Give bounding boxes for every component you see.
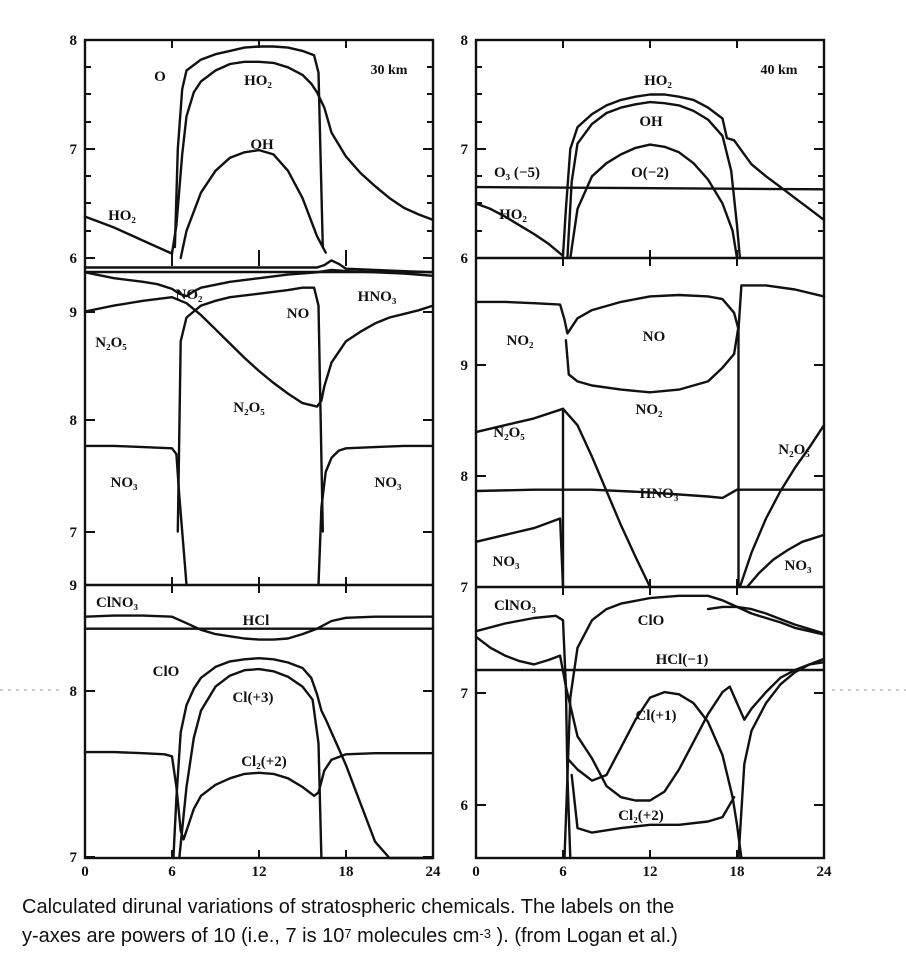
y-tick-label: 6 xyxy=(460,251,468,267)
curve-label-ho2: HO₂ xyxy=(644,73,672,89)
panel-clx-30km xyxy=(70,585,442,880)
caption-sup-1: 7 xyxy=(344,926,352,941)
series-clo xyxy=(565,596,825,858)
curve-label-clo: ClO xyxy=(152,664,180,680)
x-tick-label: 18 xyxy=(729,864,745,880)
curve-label-n2o5-b: N₂O₅ xyxy=(778,442,810,458)
caption-line-2c: ). (from Logan et al.) xyxy=(490,925,678,947)
curve-label-ho2: HO₂ xyxy=(244,73,272,89)
caption-line-1: Calculated dirunal variations of stratospheric chemicals. The labels on the xyxy=(22,896,675,918)
curve-label-oh: OH xyxy=(639,114,663,130)
y-tick-label: 9 xyxy=(460,358,468,374)
series-o-2- xyxy=(570,145,737,258)
curve-label-no3-b: NO₃ xyxy=(374,475,402,491)
curve-label-o3: O₃ (−5) xyxy=(494,165,540,181)
series-cl-1-evening xyxy=(739,659,825,858)
curve-label-n2o5: N₂O₅ xyxy=(95,335,127,351)
panel-hox-30km xyxy=(70,33,434,267)
x-tick-label: 6 xyxy=(168,864,176,880)
curve-label-clo: ClO xyxy=(637,613,665,629)
x-tick-label: 24 xyxy=(425,864,441,880)
curve-label-no: NO xyxy=(642,329,666,345)
panel-nox-30km xyxy=(70,258,434,594)
x-tick-label: 18 xyxy=(338,864,354,880)
y-tick-label: 7 xyxy=(69,142,77,158)
curve-label-cl: Cl(+1) xyxy=(635,708,677,724)
left-column-frame xyxy=(85,40,433,858)
y-tick-label: 8 xyxy=(69,413,77,429)
y-tick-label: 8 xyxy=(460,469,468,485)
curve-label-cl2: Cl₂(+2) xyxy=(241,754,287,770)
curve-label-hno3: HNO₃ xyxy=(357,289,397,305)
series-no3-evening xyxy=(319,446,434,585)
y-tick-label: 7 xyxy=(69,850,77,866)
curve-label-hcl: HCl(−1) xyxy=(655,652,709,668)
curve-label-o: O xyxy=(154,69,166,85)
y-tick-label: 6 xyxy=(69,251,77,267)
y-tick-label: 9 xyxy=(69,305,77,321)
caption-sup-2: -3 xyxy=(479,926,491,941)
panel-hox-40km xyxy=(461,33,825,267)
curve-label-hno3: HNO₃ xyxy=(639,486,679,502)
curve-label-no: NO xyxy=(286,306,310,322)
curve-label-no2: NO₂ xyxy=(506,333,534,349)
altitude-label: 30 km xyxy=(370,63,408,78)
series-o3-5- xyxy=(476,187,824,189)
series-n2o5 xyxy=(85,297,433,406)
altitude-label: 40 km xyxy=(760,63,798,78)
curve-label-hcl: HCl xyxy=(242,613,270,629)
y-tick-label: 7 xyxy=(460,580,468,596)
x-tick-label: 0 xyxy=(81,864,89,880)
curve-label-no3: NO₃ xyxy=(492,554,520,570)
panel-clx-40km xyxy=(461,587,833,880)
series-no3 xyxy=(85,446,187,585)
curve-label-no3: NO₃ xyxy=(110,475,138,491)
y-tick-label: 7 xyxy=(460,686,468,702)
series-no2-no xyxy=(476,285,824,333)
y-tick-label: 7 xyxy=(69,525,77,541)
series-ho2 xyxy=(85,62,433,254)
curve-label-no2: NO₂ xyxy=(175,287,203,303)
x-tick-label: 6 xyxy=(559,864,567,880)
caption-line-2b: molecules cm xyxy=(351,925,480,947)
curve-label-n2o5-b: N₂O₅ xyxy=(233,400,265,416)
curve-label-oh: OH xyxy=(250,137,274,153)
curve-label-no3-b: NO₃ xyxy=(784,558,812,574)
curve-label-n2o5: N₂O₅ xyxy=(493,425,525,441)
curve-label-clno3: ClNO₃ xyxy=(96,595,138,611)
figure-caption xyxy=(22,893,892,951)
curve-label-clno3: ClNO₃ xyxy=(494,598,536,614)
series-clno3 xyxy=(476,616,570,858)
curve-label-o: O(−2) xyxy=(631,165,669,181)
series-oh xyxy=(181,150,326,258)
curve-label-cl2: Cl₂(+2) xyxy=(618,808,664,824)
y-tick-label: 9 xyxy=(69,578,77,594)
x-tick-label: 24 xyxy=(816,864,832,880)
curve-label-ho2-night: HO₂ xyxy=(108,208,136,224)
y-tick-label: 8 xyxy=(460,33,468,49)
curve-label-no2-day: NO₂ xyxy=(635,402,663,418)
curve-label-cl: Cl(+3) xyxy=(232,690,274,706)
right-column-frame xyxy=(476,40,824,858)
x-tick-label: 12 xyxy=(251,864,267,880)
y-tick-label: 8 xyxy=(69,684,77,700)
caption-line-2a: y-axes are powers of 10 (i.e., 7 is 10 xyxy=(22,925,345,947)
y-tick-label: 8 xyxy=(69,33,77,49)
x-tick-label: 12 xyxy=(642,864,658,880)
y-tick-label: 6 xyxy=(460,798,468,814)
curve-label-ho2-night: HO₂ xyxy=(499,207,527,223)
panel-nox-40km xyxy=(461,258,825,596)
series-no3 xyxy=(476,519,563,588)
y-tick-label: 7 xyxy=(460,142,468,158)
x-tick-label: 0 xyxy=(472,864,480,880)
